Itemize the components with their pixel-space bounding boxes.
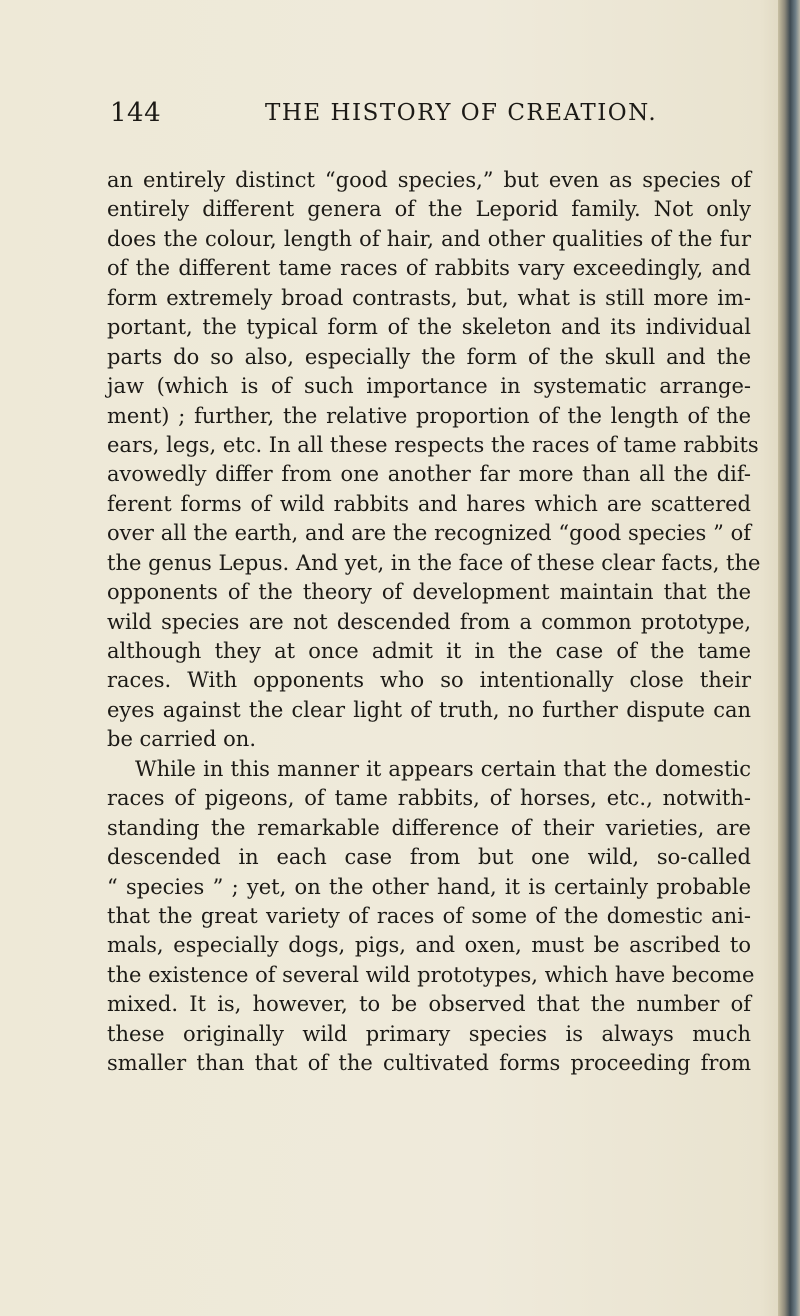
text-line: does the colour, length of hair, and other qualities of the fur	[107, 226, 751, 251]
page-header	[110, 98, 750, 138]
text-line: races of pigeons, of tame rabbits, of horses, etc., notwith-	[107, 786, 751, 811]
text-line: ferent forms of wild rabbits and hares which are scattered	[107, 491, 751, 516]
text-line: wild species are not descended from a common prototype,	[107, 609, 751, 634]
text-line: smaller than that of the cultivated forms proceeding from	[107, 1051, 751, 1076]
text-line: that the great variety of races of some of the domestic ani-	[107, 903, 751, 928]
text-line: races. With opponents who so intentionally close their	[107, 668, 751, 693]
text-line: these originally wild primary species is always much	[107, 1021, 751, 1046]
text-line: jaw (which is of such importance in systematic arrange-	[107, 374, 751, 399]
page-number: 144	[110, 98, 162, 128]
running-title: THE HISTORY OF CREATION.	[265, 100, 658, 126]
text-line: ears, legs, etc. In all these respects the races of tame rabbits	[107, 432, 759, 457]
text-line: although they at once admit it in the case of the tame	[107, 639, 751, 663]
text-line: entirely different genera of the Leporid family. Not only	[107, 197, 751, 222]
text-line: mals, especially dogs, pigs, and oxen, must be ascribed to	[107, 933, 751, 958]
text-line: ment) ; further, the relative proportion of the length of the	[107, 403, 751, 428]
text-line: be carried on.	[107, 727, 257, 752]
text-line: parts do so also, especially the form of the skull and the	[107, 344, 751, 369]
text-line: opponents of the theory of development maintain that the	[107, 580, 751, 605]
text-line: over all the earth, and are the recognized “good species ” of	[107, 521, 751, 546]
text-line: While in this manner it appears certain that the domestic	[135, 756, 751, 781]
text-line: “ species ” ; yet, on the other hand, it is certainly probable	[107, 874, 751, 899]
text-line: avowedly differ from one another far more than all the dif-	[107, 462, 751, 487]
body-text	[107, 166, 761, 1079]
text-line: the existence of several wild prototypes, which have become	[107, 962, 755, 987]
text-line: descended in each case from but one wild, so-called	[107, 845, 751, 870]
text-line: mixed. It is, however, to be observed that the number of	[107, 992, 751, 1017]
text-line: an entirely distinct “good species,” but even as species of	[107, 168, 751, 192]
text-line: eyes against the clear light of truth, no further dispute can	[107, 697, 751, 722]
text-line: portant, the typical form of the skeleton and its individual	[107, 315, 751, 340]
page-edge	[778, 0, 800, 1316]
text-line: of the different tame races of rabbits vary exceedingly, and	[107, 256, 751, 281]
text-line: the genus Lepus. And yet, in the face of these clear facts, the	[107, 550, 761, 575]
text-line: form extremely broad contrasts, but, what is still more im-	[107, 285, 751, 310]
text-line: standing the remarkable difference of their varieties, are	[107, 815, 751, 840]
